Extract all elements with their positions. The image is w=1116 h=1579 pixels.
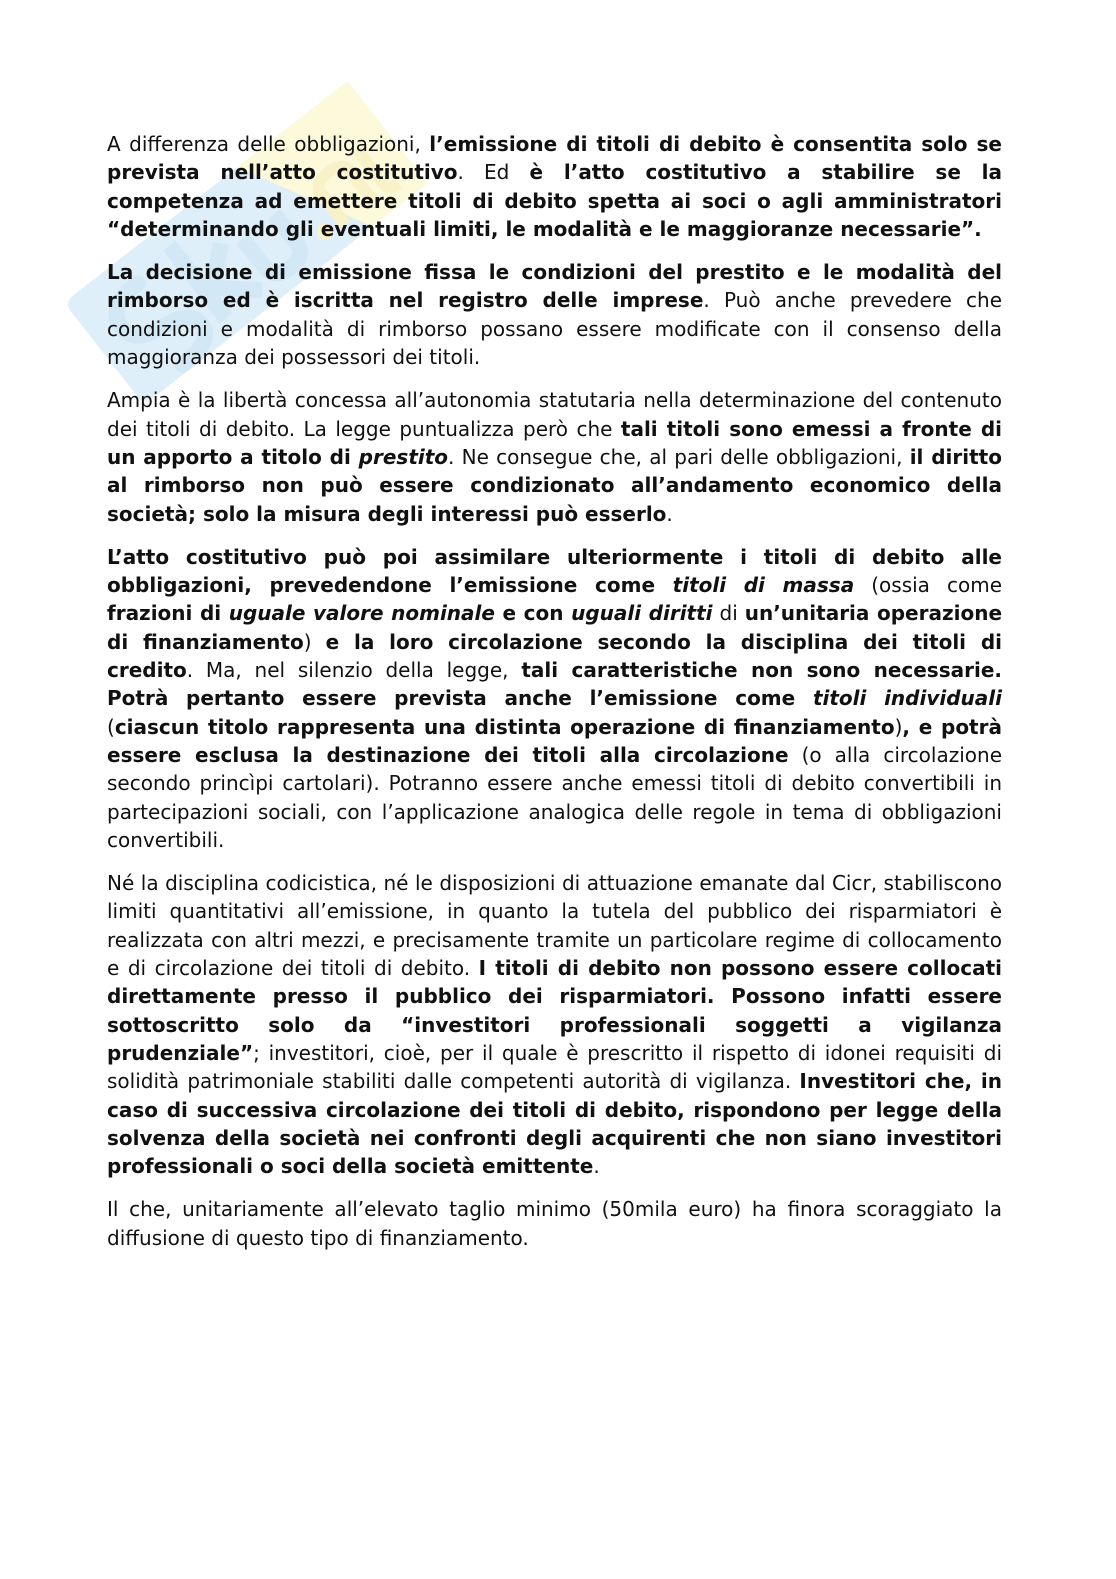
bold-italic-text-run: uguali diritti [571, 601, 713, 626]
bold-text-run: è l’atto costitutivo a stabilire se la competenza ad emettere titoli di debito spetta ai soci o agli amministratori “determinando gli eventuali limiti, le modalità e le maggioranze necessarie”. [107, 160, 1002, 241]
text-run: ; investitori, cioè, per il quale è prescritto il rispetto di idonei requisiti di solidità patrimoniale stabiliti dalle competenti autorità di vigilanza. [107, 1040, 1002, 1094]
bold-italic-text-run: uguale valore nominale [228, 601, 495, 626]
document-body [107, 130, 1002, 1267]
text-run: Né la disciplina codicistica, né le disposizioni di attuazione emanate dal Cicr, stabiliscono limiti quantitativi all’emissione, in quanto la tutela del pubblico dei risparmiatori è realizzata con altri mezzi, e precisamente tramite un particolare regime di collocamento e di circolazione dei titoli di debito. [107, 871, 1002, 981]
bold-italic-text-run: titoli di massa [672, 573, 855, 598]
bold-text-run: tali caratteristiche non sono necessarie. Potrà pertanto essere prevista anche l’emissione come [107, 658, 1002, 711]
bold-text-run: I titoli di debito non possono essere collocati direttamente presso il pubblico dei risparmiatori. Possono infatti essere sottoscritto solo da “investitori professionali soggetti a vigilanza prudenziale” [107, 956, 1002, 1065]
bold-text-run: un’unitaria operazione di finanziamento [107, 601, 1003, 654]
text-run: (o alla circolazione secondo princìpi cartolari). Potranno essere anche emessi titoli di debito convertibili in partecipazioni sociali, con l’applicazione analogica delle regole in tema di obbligazioni convertibili. [107, 742, 1002, 852]
bold-text-run: tali titoli sono emessi a fronte di un apporto a titolo di [107, 416, 1002, 469]
text-run: ) [303, 629, 326, 654]
text-run: . Ed [457, 160, 530, 185]
paragraph [107, 258, 1002, 371]
text-run: . Ma, nel silenzio della legge, [186, 658, 522, 683]
text-run: A differenza delle obbligazioni, [107, 132, 430, 156]
text-run: Il che, unitariamente all’elevato taglio minimo (50mila euro) ha finora scoraggiato la diffusione di questo tipo di finanziamento. [107, 1197, 1002, 1250]
bold-text-run: L’atto costitutivo può poi assimilare ulteriormente i titoli di debito alle obbligazioni, prevedendone l’emissione come [107, 544, 1002, 598]
bold-text-run: l’emissione di titoli di debito è consentita solo se prevista nell’atto costitutivo [107, 132, 1002, 185]
bold-text-run: , e potrà essere esclusa la destinazione dei titoli alla circolazione [107, 714, 1002, 767]
text-run: di [712, 601, 745, 626]
bold-text-run: il diritto al rimborso non può essere condizionato all’andamento economico della società; solo la misura degli interessi può esserlo [107, 444, 1002, 526]
bold-text-run: e con [494, 601, 572, 626]
bold-italic-text-run: prestito [358, 444, 449, 469]
paragraph [107, 130, 1002, 243]
text-run: Ampia è la libertà concessa all’autonomia statutaria nella determinazione del contenuto dei titoli di debito. La legge puntualizza però che [107, 388, 1002, 441]
text-run: . [666, 501, 673, 526]
text-run: (ossia come [854, 573, 1002, 598]
paragraph [107, 1195, 1002, 1252]
bold-text-run: La decisione di emissione fissa le condizioni del prestito e le modalità del rimborso ed è iscritta nel registro delle imprese [107, 260, 1002, 313]
paragraph [107, 869, 1002, 1180]
bold-text-run: e la loro circolazione secondo la disciplina dei titoli di credito [107, 629, 1002, 683]
paragraph [107, 543, 1002, 854]
bold-text-run: ciascun titolo rappresenta una distinta operazione di finanziamento [114, 714, 895, 739]
text-run: . Può anche prevedere che condizioni e modalità di rimborso possano essere modificate con il consenso della maggioranza dei possessori dei titoli. [107, 288, 1002, 370]
text-run: . [593, 1154, 600, 1179]
bold-text-run: Investitori che, in caso di successiva circolazione dei titoli di debito, rispondono per legge della solvenza della società nei confronti degli acquirenti che non siano investitori professionali o soci della società emittente [107, 1069, 1002, 1179]
bold-text-run: frazioni di [107, 601, 229, 626]
paragraph [107, 386, 1002, 527]
bold-italic-text-run: titoli individuali [812, 686, 1002, 711]
text-run: . Ne consegue che, al pari delle obbligazioni, [448, 444, 910, 469]
text-run: ) [894, 714, 903, 739]
text-run: ( [107, 714, 115, 739]
